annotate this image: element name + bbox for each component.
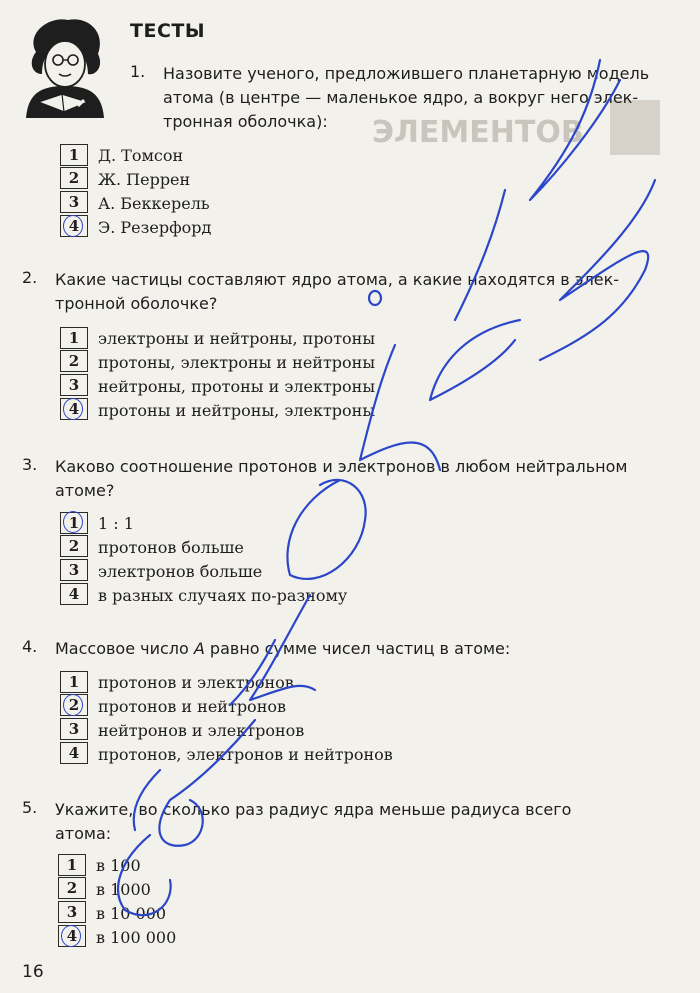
question-3-number: 3. <box>22 455 38 474</box>
option-row[interactable] <box>60 511 347 535</box>
option-text: протоны и нейтроны, электроны <box>98 400 376 420</box>
option-text: в 10 000 <box>96 903 167 923</box>
option-number-box[interactable]: 1 <box>58 854 86 876</box>
option-text: Э. Резерфорд <box>98 217 212 237</box>
option-text: в 100 000 <box>96 927 177 947</box>
option-row[interactable] <box>60 326 375 350</box>
option-number-box[interactable]: 2 <box>60 167 88 189</box>
option-row[interactable] <box>58 925 176 949</box>
question-2-number: 2. <box>22 268 38 287</box>
option-number-box[interactable]: 3 <box>60 374 88 396</box>
bleed-through-text: ЭЛЕМЕНТОВ <box>372 115 584 150</box>
option-text: протонов больше <box>98 537 244 557</box>
question-5-number: 5. <box>22 798 38 817</box>
option-number-box[interactable]: 1 <box>60 144 88 166</box>
question-4-number: 4. <box>22 637 38 656</box>
option-text: нейтронов и электронов <box>98 720 305 740</box>
option-number-box[interactable]: 1 <box>60 327 88 349</box>
option-number-box[interactable]: 3 <box>60 559 88 581</box>
option-text: протонов и электронов <box>98 672 294 692</box>
question-4-text: Массовое число А равно сумме чисел частиц в атоме: <box>55 639 511 658</box>
option-number-box[interactable]: 2 <box>60 535 88 557</box>
option-row[interactable] <box>60 374 375 398</box>
option-row[interactable] <box>60 191 211 215</box>
option-row[interactable] <box>58 901 176 925</box>
option-row[interactable] <box>58 853 176 877</box>
option-number-box[interactable]: 3 <box>58 901 86 923</box>
question-1-number: 1. <box>130 62 146 81</box>
option-text: в 1000 <box>96 879 151 899</box>
section-heading: ТЕСТЫ <box>130 20 206 42</box>
question-5-text: Укажите, во сколько раз радиус ядра меньше радиуса всего атома: <box>55 800 572 843</box>
page-number: 16 <box>22 962 44 982</box>
option-text: А. Беккерель <box>98 193 210 213</box>
option-text: Д. Томсон <box>98 145 184 165</box>
option-number-box[interactable]: 4 <box>60 215 88 237</box>
option-number-box[interactable]: 1 <box>60 512 88 534</box>
question-1-options <box>60 143 211 239</box>
option-row[interactable] <box>60 398 375 422</box>
option-text: электроны и нейтроны, протоны <box>98 328 376 348</box>
option-row[interactable] <box>60 143 211 167</box>
option-number-box[interactable]: 1 <box>60 671 88 693</box>
question-2-options <box>60 326 375 422</box>
option-row[interactable] <box>60 670 393 694</box>
option-text: в разных случаях по-разному <box>98 585 348 605</box>
question-5-options <box>58 853 176 949</box>
option-number-box[interactable]: 4 <box>60 398 88 420</box>
option-text: протонов, электронов и нейтронов <box>98 744 393 764</box>
option-text: нейтроны, протоны и электроны <box>98 376 376 396</box>
option-text: Ж. Перрен <box>98 169 191 189</box>
option-number-box[interactable]: 2 <box>60 350 88 372</box>
question-2-text: Какие частицы составляют ядро атома, а какие находятся в элек- тронной оболочке? <box>55 270 620 313</box>
question-3-options <box>60 511 347 607</box>
option-number-box[interactable]: 3 <box>60 191 88 213</box>
option-row[interactable] <box>60 167 211 191</box>
option-row[interactable] <box>60 559 347 583</box>
option-number-box[interactable]: 2 <box>60 694 88 716</box>
option-row[interactable] <box>58 877 176 901</box>
question-4-options <box>60 670 393 766</box>
option-row[interactable] <box>60 350 375 374</box>
answer-circle-mark <box>63 694 83 716</box>
option-number-box[interactable]: 4 <box>60 583 88 605</box>
option-row[interactable] <box>60 718 393 742</box>
option-number-box[interactable]: 4 <box>58 925 86 947</box>
variable-a: А <box>193 639 205 658</box>
answer-circle-mark <box>63 398 83 420</box>
option-text: протонов и нейтронов <box>98 696 286 716</box>
option-text: в 100 <box>96 855 141 875</box>
question-1-text: Назовите ученого, предложившего планетарную модель атома (в центре — маленькое ядро, а вокруг него элек- тронная оболочка): <box>163 64 650 131</box>
reading-student-icon <box>18 14 110 119</box>
answer-circle-mark <box>61 925 81 947</box>
option-row[interactable] <box>60 694 393 718</box>
option-row[interactable] <box>60 583 347 607</box>
option-number-box[interactable]: 4 <box>60 742 88 764</box>
option-number-box[interactable]: 2 <box>58 877 86 899</box>
option-text: протоны, электроны и нейтроны <box>98 352 376 372</box>
question-3-text: Каково соотношение протонов и электронов в любом нейтральном атоме? <box>55 457 628 500</box>
answer-circle-mark <box>63 511 83 533</box>
option-row[interactable] <box>60 742 393 766</box>
answer-circle-mark <box>63 215 83 237</box>
option-text: 1 : 1 <box>98 513 134 533</box>
option-row[interactable] <box>60 215 211 239</box>
option-number-box[interactable]: 3 <box>60 718 88 740</box>
option-row[interactable] <box>60 535 347 559</box>
option-text: электронов больше <box>98 561 263 581</box>
